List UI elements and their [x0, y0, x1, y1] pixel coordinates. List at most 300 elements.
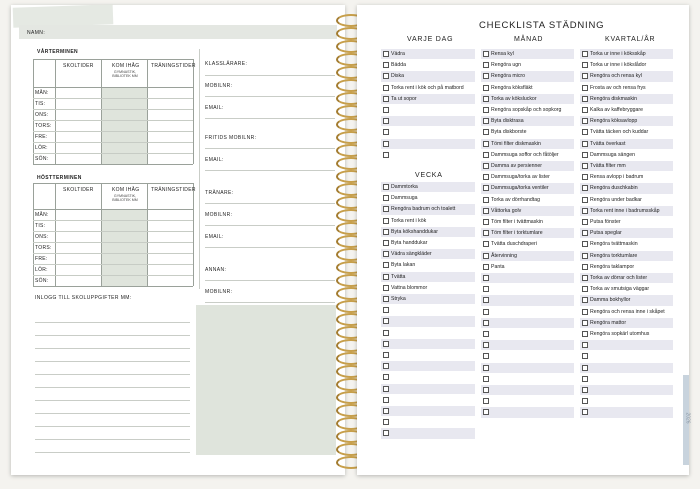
checklist-item-label: Rengöra badrum och toalett	[391, 206, 456, 213]
checklist-row[interactable]	[580, 251, 673, 261]
checkbox[interactable]	[483, 62, 489, 68]
name-field[interactable]	[19, 25, 337, 39]
checklist-item-label: Rengöra sopkärl utomhus	[590, 331, 650, 338]
checklist-row[interactable]	[580, 329, 673, 339]
checklist-item-label: Vädra	[391, 51, 405, 58]
checklist-item-label: Torka av dörrar och lister	[590, 275, 648, 282]
checkbox[interactable]	[383, 96, 389, 102]
checklist-row[interactable]	[481, 71, 574, 81]
checklist-row[interactable]	[381, 182, 475, 192]
checkbox[interactable]	[582, 309, 588, 315]
checklist-row[interactable]	[481, 94, 574, 104]
spring-col-traning: TRÄNINGSTIDER	[151, 63, 196, 69]
checklist-row[interactable]	[481, 239, 574, 249]
checkbox[interactable]	[383, 274, 389, 280]
col-header-weekly: VECKA	[415, 172, 443, 179]
right-page	[357, 5, 689, 475]
checklist-row[interactable]	[481, 172, 574, 182]
checklist-row[interactable]	[381, 127, 475, 137]
checklist-row[interactable]	[481, 307, 574, 317]
checkbox[interactable]	[582, 96, 588, 102]
checklist-row[interactable]	[381, 60, 475, 70]
checklist-row[interactable]	[381, 227, 475, 237]
checkbox[interactable]	[483, 320, 489, 326]
checkbox[interactable]	[582, 275, 588, 281]
checklist-row[interactable]	[481, 127, 574, 137]
checkbox[interactable]	[582, 219, 588, 225]
checklist-item-label: Tvätta	[391, 273, 406, 280]
checkbox[interactable]	[582, 163, 588, 169]
checklist-item-label: Rengöra duschkabin	[590, 185, 638, 192]
autumn-col-skoltider: SKOLTIDER	[63, 187, 94, 193]
checklist-row[interactable]	[481, 396, 574, 406]
sage-accent-right	[196, 305, 336, 455]
checkbox[interactable]	[582, 264, 588, 270]
checkbox[interactable]	[383, 218, 389, 224]
checklist-row[interactable]	[580, 116, 673, 126]
checklist-title: CHECKLISTA STÄDNING	[479, 20, 605, 31]
checkbox[interactable]	[383, 195, 389, 201]
checklist-row[interactable]	[580, 385, 673, 395]
checkbox[interactable]	[483, 309, 489, 315]
checklist-row[interactable]	[381, 238, 475, 248]
checklist-row[interactable]	[580, 273, 673, 283]
checklist-item-label: Diska	[391, 73, 404, 80]
checklist-row[interactable]	[481, 49, 574, 59]
checklist-item-label: Rensa kyl	[491, 51, 514, 58]
checklist-row[interactable]	[580, 407, 673, 417]
checkbox[interactable]	[483, 141, 489, 147]
checkbox[interactable]	[483, 152, 489, 158]
checklist-row[interactable]	[580, 351, 673, 361]
contact-mobilnr-1: MOBILNR:	[205, 83, 233, 89]
checklist-item-label: Rengöra köksfläkt	[491, 84, 533, 91]
checkbox[interactable]	[483, 331, 489, 337]
autumn-col-traning: TRÄNINGSTIDER	[151, 187, 196, 193]
checkbox[interactable]	[582, 107, 588, 113]
checklist-row[interactable]	[381, 305, 475, 315]
autumn-title: HÖSTTERMINEN	[37, 175, 82, 181]
checklist-item-label: Byta handdukar	[391, 240, 428, 247]
checklist-row[interactable]	[381, 49, 475, 59]
checklist-item-label: Bädda	[391, 62, 407, 69]
contact-mobilnr-3: MOBILNR:	[205, 289, 233, 295]
checkbox[interactable]	[582, 253, 588, 259]
autumn-col-komihag: KOM IHÅG	[112, 187, 140, 193]
checkbox[interactable]	[582, 62, 588, 68]
checkbox[interactable]	[483, 230, 489, 236]
checkbox[interactable]	[483, 275, 489, 281]
checkbox[interactable]	[582, 320, 588, 326]
checklist-row[interactable]	[580, 228, 673, 238]
checklist-row[interactable]	[381, 193, 475, 203]
checkbox[interactable]	[383, 141, 389, 147]
checklist-item-label: Tvätta överkast	[590, 140, 626, 147]
spring-day-tors: TORS:	[35, 123, 52, 129]
checkbox[interactable]	[582, 286, 588, 292]
checklist-row[interactable]	[481, 150, 574, 160]
name-label: NAMN:	[27, 30, 46, 36]
checklist-row[interactable]	[580, 374, 673, 384]
checklist-row[interactable]	[381, 71, 475, 81]
spring-day-lor: LÖR:	[35, 145, 48, 151]
checklist-row[interactable]	[381, 139, 475, 149]
checkbox[interactable]	[383, 363, 389, 369]
checklist-item-label: Vattna blommor	[391, 284, 428, 291]
checkbox[interactable]	[383, 341, 389, 347]
checkbox[interactable]	[582, 129, 588, 135]
checklist-row[interactable]	[381, 294, 475, 304]
checklist-row[interactable]	[481, 217, 574, 227]
spring-day-son: SÖN:	[35, 156, 49, 162]
checklist-row[interactable]	[580, 83, 673, 93]
checklist-item-label: Rengöra ugn	[491, 62, 521, 69]
checkbox[interactable]	[483, 253, 489, 259]
autumn-day-ons: ONS:	[35, 234, 49, 240]
checkbox[interactable]	[483, 129, 489, 135]
checkbox[interactable]	[582, 365, 588, 371]
checkbox[interactable]	[383, 229, 389, 235]
checklist-row[interactable]	[481, 363, 574, 373]
checklist-row[interactable]	[381, 83, 475, 93]
checkbox[interactable]	[582, 297, 588, 303]
login-lines	[35, 310, 190, 460]
checklist-row[interactable]	[580, 139, 673, 149]
checklist-row[interactable]	[580, 295, 673, 305]
quarterly-list	[580, 49, 673, 451]
checkbox[interactable]	[582, 376, 588, 382]
autumn-day-mon: MÅN:	[35, 212, 49, 218]
checklist-item-label: Tömi filter diskmaskin	[491, 140, 541, 147]
checkbox[interactable]	[383, 107, 389, 113]
checklist-row[interactable]	[580, 105, 673, 115]
checklist-row[interactable]	[481, 351, 574, 361]
checkbox[interactable]	[383, 152, 389, 158]
checklist-row[interactable]	[381, 283, 475, 293]
checklist-item-label: Rengöra under badkar	[590, 196, 642, 203]
checkbox[interactable]	[582, 241, 588, 247]
checkbox[interactable]	[483, 118, 489, 124]
checklist-item-label: Våttorka golv	[491, 207, 522, 214]
checklist-row[interactable]	[580, 318, 673, 328]
checklist-row[interactable]	[381, 260, 475, 270]
checkbox[interactable]	[483, 73, 489, 79]
checklist-row[interactable]	[481, 340, 574, 350]
checklist-row[interactable]	[381, 116, 475, 126]
left-page	[11, 5, 345, 475]
checklist-item-label: Damma av persienner	[491, 163, 543, 170]
checklist-item-label: Putsa speglar	[590, 230, 622, 237]
checkbox[interactable]	[582, 331, 588, 337]
contact-email-2: EMAIL:	[205, 157, 224, 163]
checkbox[interactable]	[483, 85, 489, 91]
checkbox[interactable]	[383, 419, 389, 425]
checklist-item-label: Byta lakan	[391, 262, 416, 269]
checkbox[interactable]	[383, 307, 389, 313]
checklist-item-label: Torka rent i kök	[391, 217, 427, 224]
checklist-row[interactable]	[580, 217, 673, 227]
checklist-item-label: Torka rent inne i badrumsskåp	[590, 207, 660, 214]
checklist-item-label: Stryka	[391, 296, 406, 303]
autumn-day-tis: TIS:	[35, 223, 46, 229]
checkbox[interactable]	[483, 376, 489, 382]
checkbox[interactable]	[483, 197, 489, 203]
checklist-item-label: Dammsuga sängen	[590, 151, 635, 158]
checkbox[interactable]	[582, 174, 588, 180]
checkbox[interactable]	[582, 85, 588, 91]
checklist-row[interactable]	[580, 284, 673, 294]
contact-fritids: FRITIDS MOBILNR:	[205, 135, 257, 141]
checkbox[interactable]	[582, 230, 588, 236]
checklist-row[interactable]	[381, 316, 475, 326]
checklist-item-label: Rengöra tvättmaskin	[590, 241, 638, 248]
checkbox[interactable]	[383, 240, 389, 246]
checklist-row[interactable]	[580, 262, 673, 272]
checklist-row[interactable]	[481, 105, 574, 115]
checkbox[interactable]	[483, 219, 489, 225]
checklist-row[interactable]	[381, 94, 475, 104]
checklist-row[interactable]	[580, 307, 673, 317]
col-header-daily: VARJE DAG	[407, 36, 454, 43]
checkbox[interactable]	[582, 197, 588, 203]
checklist-item-label: Rengöra köksavlopp	[590, 118, 638, 125]
checklist-row[interactable]	[481, 183, 574, 193]
checkbox[interactable]	[483, 297, 489, 303]
checklist-item-label: Rengöra diskmaskin	[590, 95, 637, 102]
checklist-row[interactable]	[381, 150, 475, 160]
contact-annan: ANNAN:	[205, 267, 227, 273]
checklist-row[interactable]	[481, 161, 574, 171]
checklist-row[interactable]	[580, 127, 673, 137]
checklist-row[interactable]	[580, 195, 673, 205]
checklist-row[interactable]	[381, 428, 475, 438]
checklist-item-label: Dammsuga	[391, 195, 418, 202]
checkbox[interactable]	[483, 342, 489, 348]
checklist-row[interactable]	[481, 295, 574, 305]
checklist-row[interactable]	[481, 385, 574, 395]
checkbox[interactable]	[582, 409, 588, 415]
checkbox[interactable]	[582, 185, 588, 191]
checklist-item-label: Torka av köksluckor	[491, 95, 537, 102]
checklist-row[interactable]	[481, 407, 574, 417]
checklist-row[interactable]	[580, 206, 673, 216]
spring-col-komihag: KOM IHÅG	[112, 63, 140, 69]
checklist-row[interactable]	[381, 339, 475, 349]
checkbox[interactable]	[483, 286, 489, 292]
checkbox[interactable]	[383, 352, 389, 358]
checklist-row[interactable]	[580, 71, 673, 81]
checkbox[interactable]	[383, 318, 389, 324]
checkbox[interactable]	[383, 285, 389, 291]
checklist-item-label: Rengöra micro	[491, 73, 526, 80]
checklist-row[interactable]	[481, 83, 574, 93]
checklist-row[interactable]	[481, 318, 574, 328]
checklist-row[interactable]	[481, 228, 574, 238]
checkbox[interactable]	[383, 262, 389, 268]
contact-mobilnr-2: MOBILNR:	[205, 212, 233, 218]
checklist-item-label: Rengöra torktumlare	[590, 252, 638, 259]
checklist-row[interactable]	[481, 251, 574, 261]
autumn-day-fre: FRE:	[35, 256, 48, 262]
checklist-row[interactable]	[381, 216, 475, 226]
checklist-row[interactable]	[381, 384, 475, 394]
checklist-item-label: Byta kökshanddukar	[391, 228, 439, 235]
checkbox[interactable]	[483, 96, 489, 102]
weekly-list	[381, 182, 475, 452]
autumn-day-lor: LÖR:	[35, 267, 48, 273]
checklist-row[interactable]	[481, 273, 574, 283]
checklist-row[interactable]	[580, 396, 673, 406]
checkbox[interactable]	[483, 241, 489, 247]
checklist-row[interactable]	[381, 361, 475, 371]
checklist-row[interactable]	[481, 262, 574, 272]
checklist-item-label: Torka rent i kök och på matbord	[391, 84, 464, 91]
checkbox[interactable]	[383, 129, 389, 135]
col-header-monthly: MÅNAD	[514, 36, 544, 43]
spring-day-tis: TIS:	[35, 101, 46, 107]
checkbox[interactable]	[483, 365, 489, 371]
checkbox[interactable]	[582, 118, 588, 124]
checkbox[interactable]	[483, 387, 489, 393]
checklist-item-label: Torka ur inne i kökslådor	[590, 62, 647, 69]
checkbox[interactable]	[383, 73, 389, 79]
checkbox[interactable]	[383, 206, 389, 212]
checklist-row[interactable]	[580, 150, 673, 160]
checkbox[interactable]	[383, 62, 389, 68]
checklist-row[interactable]	[381, 417, 475, 427]
checkbox[interactable]	[383, 386, 389, 392]
checklist-item-label: Dammtorka	[391, 184, 418, 191]
checklist-row[interactable]	[481, 284, 574, 294]
checklist-row[interactable]	[381, 350, 475, 360]
autumn-day-tors: TORS:	[35, 245, 52, 251]
checklist-row[interactable]	[481, 195, 574, 205]
checkbox[interactable]	[483, 163, 489, 169]
checkbox[interactable]	[483, 409, 489, 415]
checklist-row[interactable]	[481, 329, 574, 339]
checklist-row[interactable]	[580, 340, 673, 350]
checkbox[interactable]	[383, 397, 389, 403]
checkbox[interactable]	[582, 152, 588, 158]
checklist-row[interactable]	[580, 172, 673, 182]
checklist-row[interactable]	[481, 60, 574, 70]
checkbox[interactable]	[383, 118, 389, 124]
checkbox[interactable]	[383, 251, 389, 257]
login-label: INLOGG TILL SKOLUPPGIFTER MM:	[35, 295, 132, 301]
col-header-quarterly: KVARTAL/ÅR	[605, 36, 656, 43]
checklist-row[interactable]	[381, 372, 475, 382]
checklist-item-label: Ta ut sopor	[391, 95, 417, 102]
checklist-row[interactable]	[580, 363, 673, 373]
checkbox[interactable]	[383, 330, 389, 336]
checklist-row[interactable]	[580, 239, 673, 249]
checklist-item-label: Rengöra taklampor	[590, 263, 635, 270]
checkbox[interactable]	[483, 398, 489, 404]
checkbox[interactable]	[483, 353, 489, 359]
checklist-row[interactable]	[580, 94, 673, 104]
spring-day-fre: FRE:	[35, 134, 48, 140]
spring-col-sub: GYMNASTIK, BIBLIOTEK MM	[112, 70, 138, 78]
checklist-row[interactable]	[481, 374, 574, 384]
checkbox[interactable]	[383, 374, 389, 380]
checklist-row[interactable]	[580, 49, 673, 59]
checkbox[interactable]	[383, 408, 389, 414]
checkbox[interactable]	[582, 353, 588, 359]
checkbox[interactable]	[383, 430, 389, 436]
checklist-item-label: Tvätta filter mm	[590, 163, 626, 170]
checkbox[interactable]	[582, 208, 588, 214]
checklist-row[interactable]	[381, 395, 475, 405]
checklist-row[interactable]	[580, 161, 673, 171]
checkbox[interactable]	[582, 141, 588, 147]
checklist-item-label: Rengöra och rensa kyl	[590, 73, 642, 80]
checklist-item-label: Byta diskborste	[491, 129, 527, 136]
checklist-row[interactable]	[381, 105, 475, 115]
checklist-item-label: Torka av dörrhandtag	[491, 196, 541, 203]
checklist-row[interactable]	[381, 272, 475, 282]
checkbox[interactable]	[383, 85, 389, 91]
spring-col-skoltider: SKOLTIDER	[63, 63, 94, 69]
checklist-row[interactable]	[481, 139, 574, 149]
checkbox[interactable]	[582, 51, 588, 57]
year-mark: 2026	[684, 412, 691, 424]
autumn-table	[33, 183, 196, 286]
checklist-row[interactable]	[580, 60, 673, 70]
checklist-item-label: Byta disktrasa	[491, 118, 524, 125]
checklist-row[interactable]	[481, 116, 574, 126]
checkbox[interactable]	[383, 296, 389, 302]
contact-email-1: EMAIL:	[205, 105, 224, 111]
contact-email-3: EMAIL:	[205, 234, 224, 240]
checklist-row[interactable]	[481, 206, 574, 216]
checklist-item-label: Töm filter i tvättmaskin	[491, 219, 543, 226]
spring-title: VÅRTERMINEN	[37, 49, 79, 55]
contact-klasslarare: KLASSLÄRARE:	[205, 61, 248, 67]
checkbox[interactable]	[483, 185, 489, 191]
checklist-item-label: Damma bokhyllor	[590, 297, 631, 304]
checklist-row[interactable]	[580, 183, 673, 193]
checkbox[interactable]	[483, 174, 489, 180]
spring-table	[33, 59, 196, 164]
checklist-row[interactable]	[381, 249, 475, 259]
checkbox[interactable]	[383, 51, 389, 57]
checkbox[interactable]	[582, 342, 588, 348]
checklist-row[interactable]	[381, 406, 475, 416]
checkbox[interactable]	[383, 184, 389, 190]
contact-tranare: TRÄNARE:	[205, 190, 234, 196]
checkbox[interactable]	[483, 107, 489, 113]
checklist-item-label: Dammsuga/torka ventiler	[491, 185, 549, 192]
spring-day-mon: MÅN:	[35, 90, 49, 96]
checkbox[interactable]	[582, 387, 588, 393]
checkbox[interactable]	[582, 398, 588, 404]
checklist-item-label: Putsa fönster	[590, 219, 621, 226]
checklist-item-label: Dammsuga soffor och fåtöljer	[491, 151, 559, 158]
checklist-item-label: Återvinning	[491, 252, 517, 259]
checkbox[interactable]	[483, 264, 489, 270]
checklist-item-label: Rengöra sopskåp och sopkorg	[491, 107, 562, 114]
spring-day-ons: ONS:	[35, 112, 49, 118]
checkbox[interactable]	[483, 51, 489, 57]
checklist-item-label: Töm filter i torktumlare	[491, 230, 543, 237]
checklist-item-label: Tvätta täcken och kuddar	[590, 129, 649, 136]
checklist-row[interactable]	[381, 328, 475, 338]
checkbox[interactable]	[483, 208, 489, 214]
autumn-col-sub: GYMNASTIK, BIBLIOTEK MM	[112, 194, 138, 202]
checklist-row[interactable]	[381, 204, 475, 214]
checkbox[interactable]	[582, 73, 588, 79]
monthly-list	[481, 49, 574, 451]
